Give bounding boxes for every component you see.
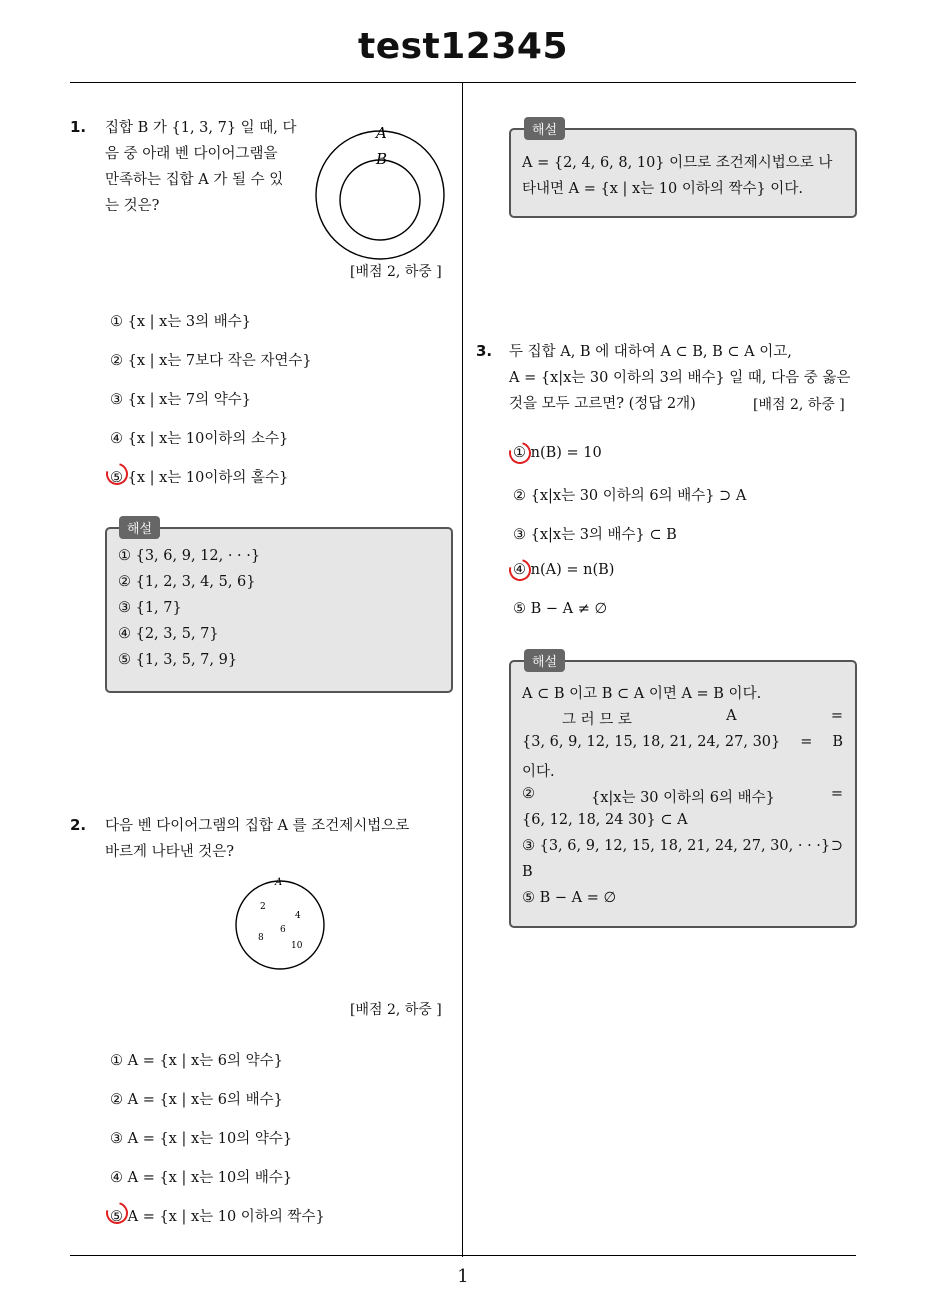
q3-solution-part: B xyxy=(832,734,843,750)
q3-solution-line: A ⊂ B 이고 B ⊂ A 이면 A = B 이다. xyxy=(522,686,762,702)
q2-text xyxy=(105,813,455,865)
q1-text-line: 만족하는 집합 A 가 될 수 있 xyxy=(105,172,284,188)
q3-solution-part: {3, 6, 9, 12, 15, 18, 21, 24, 27, 30} xyxy=(522,734,781,750)
q1-choice-1[interactable]: ① {x | x는 3의 배수} xyxy=(110,314,251,330)
q3-solution-part: A xyxy=(726,708,737,724)
q1-text-line: 는 것은? xyxy=(105,198,160,214)
venn-label-a: A xyxy=(275,877,283,888)
q2-solution-line: A = {2, 4, 6, 8, 10} 이므로 조건제시법으로 나 xyxy=(522,155,833,171)
page-number: 1 xyxy=(457,1266,469,1287)
q3-choice-5[interactable]: ⑤ B − A ≠ ∅ xyxy=(513,601,608,617)
q3-solution-line: B xyxy=(522,864,533,880)
q3-solution-part: ⊃ xyxy=(830,838,843,854)
q1-number: 1. xyxy=(70,118,87,136)
q2-solution-line: 타내면 A = {x | x는 10 이하의 짝수} 이다. xyxy=(522,181,803,197)
venn-label-inner: B xyxy=(376,150,388,168)
footer-rule xyxy=(70,1255,856,1256)
q2-choice-4[interactable]: ④ A = {x | x는 10의 배수} xyxy=(110,1170,293,1186)
q3-solution-part: = xyxy=(800,734,813,750)
q1-score: [배점 2, 하중 ] xyxy=(350,264,442,280)
q3-text-line: 것을 모두 고르면? (정답 2개) xyxy=(509,396,696,412)
venn-element: 4 xyxy=(295,911,301,921)
answer-mark-icon xyxy=(505,438,535,468)
q1-solution-line: ④ {2, 3, 5, 7} xyxy=(118,626,219,642)
q3-solution-line: 이다. xyxy=(522,764,555,780)
q3-solution-line xyxy=(522,734,843,750)
q3-solution-part: 그 러 므 로 xyxy=(562,712,632,728)
venn-element: 10 xyxy=(291,941,303,951)
q3-solution-part: ② xyxy=(522,786,535,802)
page-title: test12345 xyxy=(357,26,568,67)
q2-score: [배점 2, 하중 ] xyxy=(350,1002,442,1018)
q1-text xyxy=(105,115,305,219)
q1-text-line: 집합 B 가 {1, 3, 7} 일 때, 다 xyxy=(105,120,297,136)
q1-solution-line: ⑤ {1, 3, 5, 7, 9} xyxy=(118,652,238,668)
q3-choice-2[interactable]: ② {x|x는 30 이하의 6의 배수} ⊃ A xyxy=(513,488,747,504)
q1-venn-diagram xyxy=(310,118,450,263)
q2-text-line: 바르게 나타낸 것은? xyxy=(105,844,235,860)
q1-text-line: 음 중 아래 벤 다이어그램을 xyxy=(105,146,278,162)
q1-choice-5[interactable]: ⑤ {x | x는 10이하의 홀수} xyxy=(110,470,289,486)
q2-venn-diagram xyxy=(228,873,332,977)
q2-choice-5[interactable]: ⑤ A = {x | x는 10 이하의 짝수} xyxy=(110,1209,325,1225)
q3-score: [배점 2, 하중 ] xyxy=(753,397,845,413)
q1-solution-tag: 해설 xyxy=(119,516,160,539)
q1-solution-line: ③ {1, 7} xyxy=(118,600,182,616)
q2-choice-1[interactable]: ① A = {x | x는 6의 약수} xyxy=(110,1053,283,1069)
q3-solution-line xyxy=(522,838,843,854)
q1-choice-4[interactable]: ④ {x | x는 10이하의 소수} xyxy=(110,431,289,447)
q3-solution-part: = xyxy=(830,708,843,724)
q1-solution-line: ① {3, 6, 9, 12, · · ·} xyxy=(118,548,261,564)
q2-choice-3[interactable]: ③ A = {x | x는 10의 약수} xyxy=(110,1131,293,1147)
q3-text-line: A = {x|x는 30 이하의 3의 배수} 일 때, 다음 중 옳은 xyxy=(509,370,851,386)
q3-solution-line: {6, 12, 18, 24 30} ⊂ A xyxy=(522,812,688,828)
venn-element: 2 xyxy=(260,902,266,912)
answer-mark-icon xyxy=(505,555,535,585)
q3-solution-part: {x|x는 30 이하의 6의 배수} xyxy=(590,790,775,806)
q3-choice-1[interactable]: ① n(B) = 10 xyxy=(513,445,602,461)
q2-solution-box xyxy=(509,128,857,218)
q3-solution-tag: 해설 xyxy=(524,649,565,672)
q3-solution-line xyxy=(522,786,843,807)
q3-choice-3[interactable]: ③ {x|x는 3의 배수} ⊂ B xyxy=(513,527,677,543)
q1-choice-3[interactable]: ③ {x | x는 7의 약수} xyxy=(110,392,251,408)
q1-choice-2[interactable]: ② {x | x는 7보다 작은 자연수} xyxy=(110,353,312,369)
q3-solution-part: ③ {3, 6, 9, 12, 15, 18, 21, 24, 27, 30, · · ·} xyxy=(522,838,831,854)
q1-solution-line: ② {1, 2, 3, 4, 5, 6} xyxy=(118,574,256,590)
header-rule xyxy=(70,82,856,83)
q2-text-line: 다음 벤 다이어그램의 집합 A 를 조건제시법으로 xyxy=(105,818,410,834)
q3-number: 3. xyxy=(476,342,493,360)
q3-solution-line xyxy=(562,708,843,729)
q3-solution-part: = xyxy=(830,786,843,802)
q2-number: 2. xyxy=(70,816,87,834)
venn-element: 6 xyxy=(280,925,286,935)
q2-choice-2[interactable]: ② A = {x | x는 6의 배수} xyxy=(110,1092,283,1108)
q3-solution-line: ⑤ B − A = ∅ xyxy=(522,890,617,906)
venn-label-outer: A xyxy=(376,124,387,142)
q3-text-line: 두 집합 A, B 에 대하여 A ⊂ B, B ⊂ A 이고, xyxy=(509,344,792,360)
q3-choice-4[interactable]: ④ n(A) = n(B) xyxy=(513,562,615,578)
column-divider xyxy=(462,83,463,1257)
venn-element: 8 xyxy=(258,933,264,943)
q2-solution-tag: 해설 xyxy=(524,117,565,140)
venn-inner-circle xyxy=(340,160,420,240)
